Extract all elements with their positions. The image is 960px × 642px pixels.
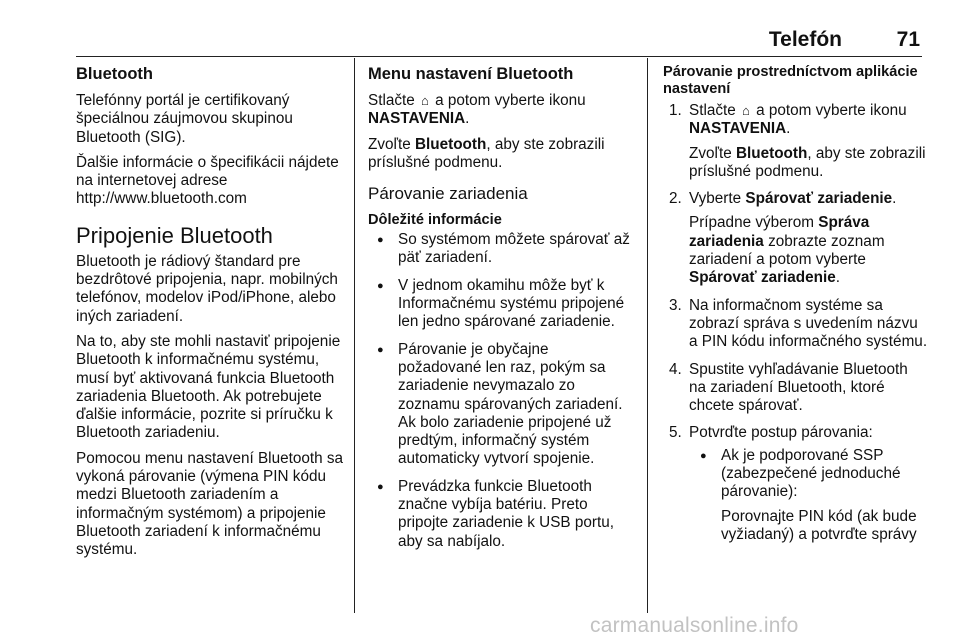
heading-parovanie-aplikacia: Párovanie prostredníctvom aplikácie nastavení: [663, 64, 918, 97]
text-bold: Spárovať zariadenie: [745, 190, 893, 208]
text: Na informačnom systéme sa zobrazí správa s uvedením názvu a PIN kódu informačného systému.: [689, 296, 928, 351]
numbered-list: [663, 102, 929, 544]
text-bold: NASTAVENIA: [368, 110, 466, 128]
heading-bluetooth: Bluetooth: [76, 65, 153, 83]
paragraph: [689, 145, 929, 182]
list-item: ● So systémom môžete spárovať až päť zariadení.: [368, 231, 630, 268]
list-item: ● V jednom okamihu môže byť k Informačnému systému pripojené len jedno spárované zariadenie.: [368, 277, 630, 332]
column-divider-2: [647, 58, 648, 613]
step-number: 3.: [669, 296, 682, 314]
paragraph: [689, 214, 929, 287]
bullet-list: [689, 447, 929, 544]
home-icon: ⌂: [742, 103, 750, 118]
paragraph: Na to, aby ste mohli nastaviť pripojenie Bluetooth k informačnému systému, musí byť aktivovaná funkcia Bluetooth zariadenia Bluetooth. Ak potrebujete ďalšie informácie, pozrite si príručku k Bluetooth zariadeniu.: [76, 332, 341, 442]
paragraph: Bluetooth je rádiový štandard pre bezdrôtové pripojenia, napr. mobilných telefónov, modelov iPod/iPhone, alebo iných zariadení.: [76, 252, 338, 325]
text: Prípadne výberom: [689, 214, 814, 232]
text: .: [835, 269, 841, 287]
text: Stlačte: [689, 102, 736, 119]
text: Zvoľte: [689, 144, 732, 162]
paragraph: Porovnajte PIN kód (ak bude vyžiadaný) a potvrďte správy: [721, 507, 917, 543]
text: a potom vyberte ikonu: [756, 102, 907, 119]
home-icon: ⌂: [421, 93, 429, 108]
text: Potvrďte postup párovania:: [689, 424, 873, 442]
text-bold: Bluetooth: [735, 144, 808, 162]
text-bold: NASTAVENIA: [689, 120, 787, 138]
text: .: [786, 120, 791, 138]
text: Vyberte: [689, 190, 742, 208]
page-title: Telefón: [768, 28, 842, 51]
paragraph: [368, 136, 630, 173]
page-number: 71: [896, 28, 920, 51]
step-number: 4.: [669, 360, 682, 378]
column-1: [76, 64, 346, 567]
text: , aby ste zobrazili príslušné podmenu.: [689, 144, 926, 180]
list-item: ● Prevádzka funkcie Bluetooth značne vybíja batériu. Preto pripojte zariadenie k USB portu, aby sa nabíjalo.: [368, 478, 630, 551]
header-rule: [76, 56, 922, 57]
list-item: [689, 447, 929, 544]
list-item: [663, 102, 929, 181]
step-number: 2.: [669, 190, 682, 208]
text: Stlačte: [368, 92, 415, 109]
bullet-list: [368, 231, 630, 551]
list-item: [663, 297, 929, 352]
heading-dolezite-informacie: Dôležité informácie: [368, 212, 502, 229]
heading-menu-nastaveni: Menu nastavení Bluetooth: [368, 65, 574, 83]
list-item: [663, 424, 929, 544]
text: .: [465, 110, 470, 128]
text: zobrazte zoznam zariadení a potom vyberte: [689, 232, 885, 269]
heading-parovanie-zariadenia: Párovanie zariadenia: [368, 184, 528, 204]
heading-pripojenie-bluetooth: Pripojenie Bluetooth: [76, 222, 273, 248]
text: , aby ste zobrazili príslušné podmenu.: [368, 135, 605, 171]
text: a potom vyberte ikonu: [435, 92, 586, 109]
list-item: [663, 190, 929, 287]
text-bold: Bluetooth: [414, 135, 487, 153]
paragraph: Ďalšie informácie o špecifikácii nájdete na internetovej adrese http://www.bluetooth.com: [76, 153, 339, 208]
text-bold: Spárovať zariadenie: [689, 269, 836, 287]
paragraph: Pomocou menu nastavení Bluetooth sa vykoná párovanie (výmena PIN kódu medzi Bluetooth zariadením a informačným systémom) a pripojenie Bluetooth zariadení k informačnému systému.: [76, 449, 344, 559]
text-bold: Správa zariadenia: [689, 214, 870, 250]
list-item: [663, 361, 929, 416]
step-number: 1.: [669, 102, 682, 119]
text: Spustite vyhľadávanie Bluetooth na zariadení Bluetooth, ktoré chcete spárovať.: [689, 360, 908, 415]
column-3: [663, 64, 929, 553]
list-item: ● Párovanie je obyčajne požadované len raz, pokým sa zariadenie nevymazalo zo zoznamu spárovaných zariadení. Ak bolo zariadenie pripojené už predtým, informačný systém automaticky vytvorí spojenie.: [368, 341, 630, 469]
paragraph: [368, 92, 630, 129]
text: Zvoľte: [368, 135, 411, 153]
text: .: [892, 190, 897, 208]
text: Ak je podporované SSP (zabezpečené jednoduché párovanie):: [721, 446, 901, 501]
step-number: 5.: [669, 424, 682, 442]
column-2: [368, 64, 630, 560]
column-divider-1: [354, 58, 355, 613]
paragraph: Telefónny portál je certifikovaný špeciálnou záujmovou skupinou Bluetooth (SIG).: [76, 92, 293, 146]
watermark: carmanualsonline.info: [590, 614, 799, 637]
page-header: [0, 26, 960, 56]
